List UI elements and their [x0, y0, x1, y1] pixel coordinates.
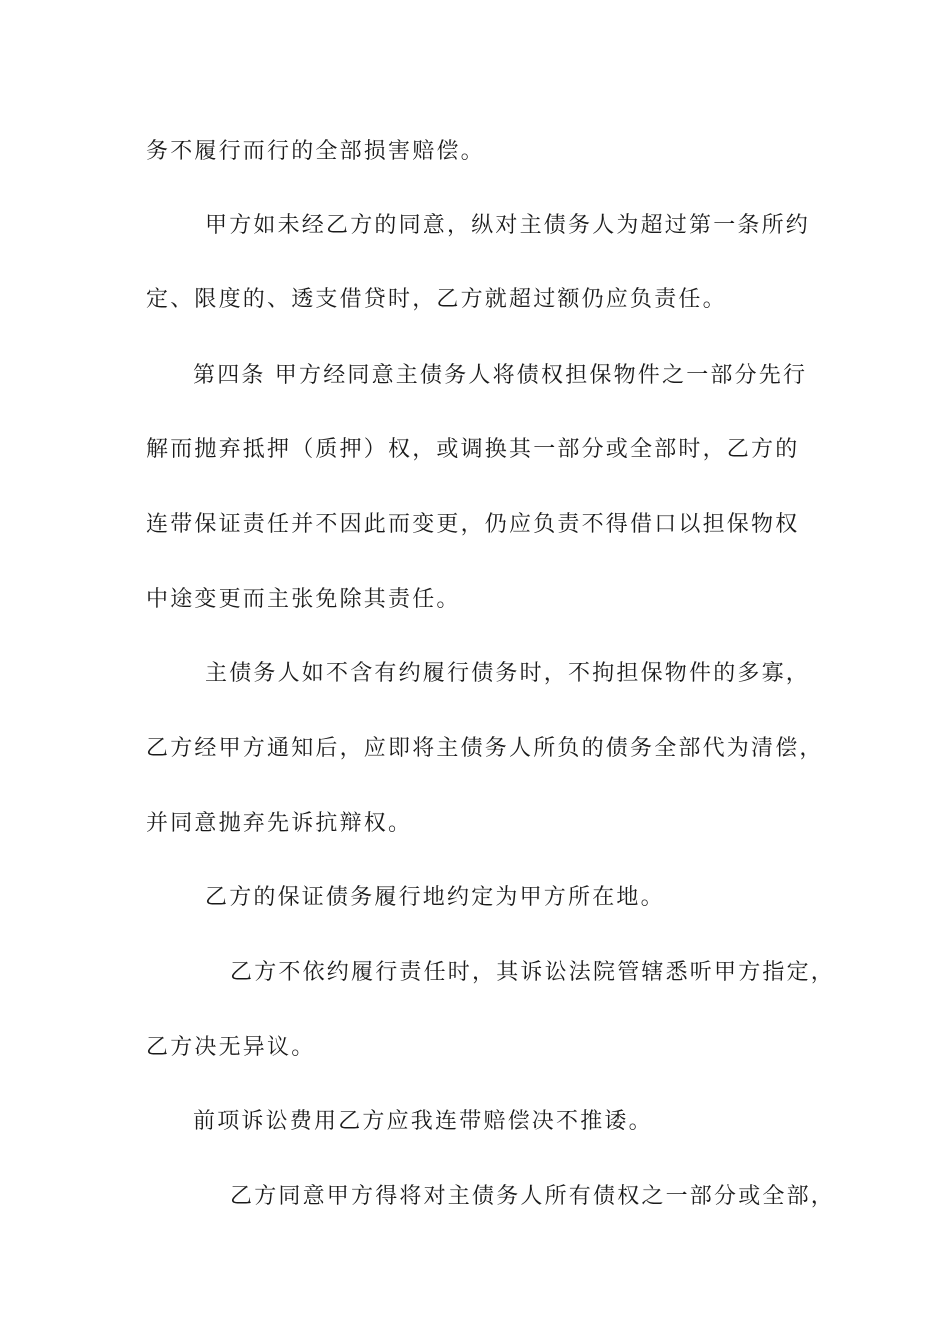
- text-line: 乙方的保证债务履行地约定为甲方所在地。: [205, 885, 665, 910]
- text-line: 中途变更而主张免除其责任。: [146, 587, 461, 612]
- text-line: 乙方经甲方通知后，应即将主债务人所负的债务全部代为清偿，: [146, 736, 824, 761]
- text-line: 解而抛弃抵押（质押）权，或调换其一部分或全部时，乙方的: [146, 437, 800, 462]
- text-line: 乙方决无异议。: [146, 1035, 316, 1060]
- text-line: 定、限度的、透支借贷时，乙方就超过额仍应负责任。: [146, 287, 727, 312]
- text-line: 主债务人如不含有约履行债务时，不拘担保物件的多寡，: [205, 661, 811, 686]
- text-line: 第四条 甲方经同意主债务人将债权担保物件之一部分先行: [193, 363, 808, 388]
- text-line: 连带保证责任并不因此而变更，仍应负责不得借口以担保物权: [146, 512, 800, 537]
- text-line: 务不履行而行的全部损害赔偿。: [146, 139, 485, 164]
- text-line: 并同意抛弃先诉抗辩权。: [146, 811, 413, 836]
- text-line: 甲方如未经乙方的同意，纵对主债务人为超过第一条所约: [205, 213, 811, 238]
- text-line: 前项诉讼费用乙方应我连带赔偿决不推诿。: [193, 1109, 653, 1134]
- text-line: 乙方同意甲方得将对主债务人所有债权之一部分或全部，: [230, 1184, 836, 1209]
- text-line: 乙方不依约履行责任时，其诉讼法院管辖悉听甲方指定，: [230, 960, 836, 985]
